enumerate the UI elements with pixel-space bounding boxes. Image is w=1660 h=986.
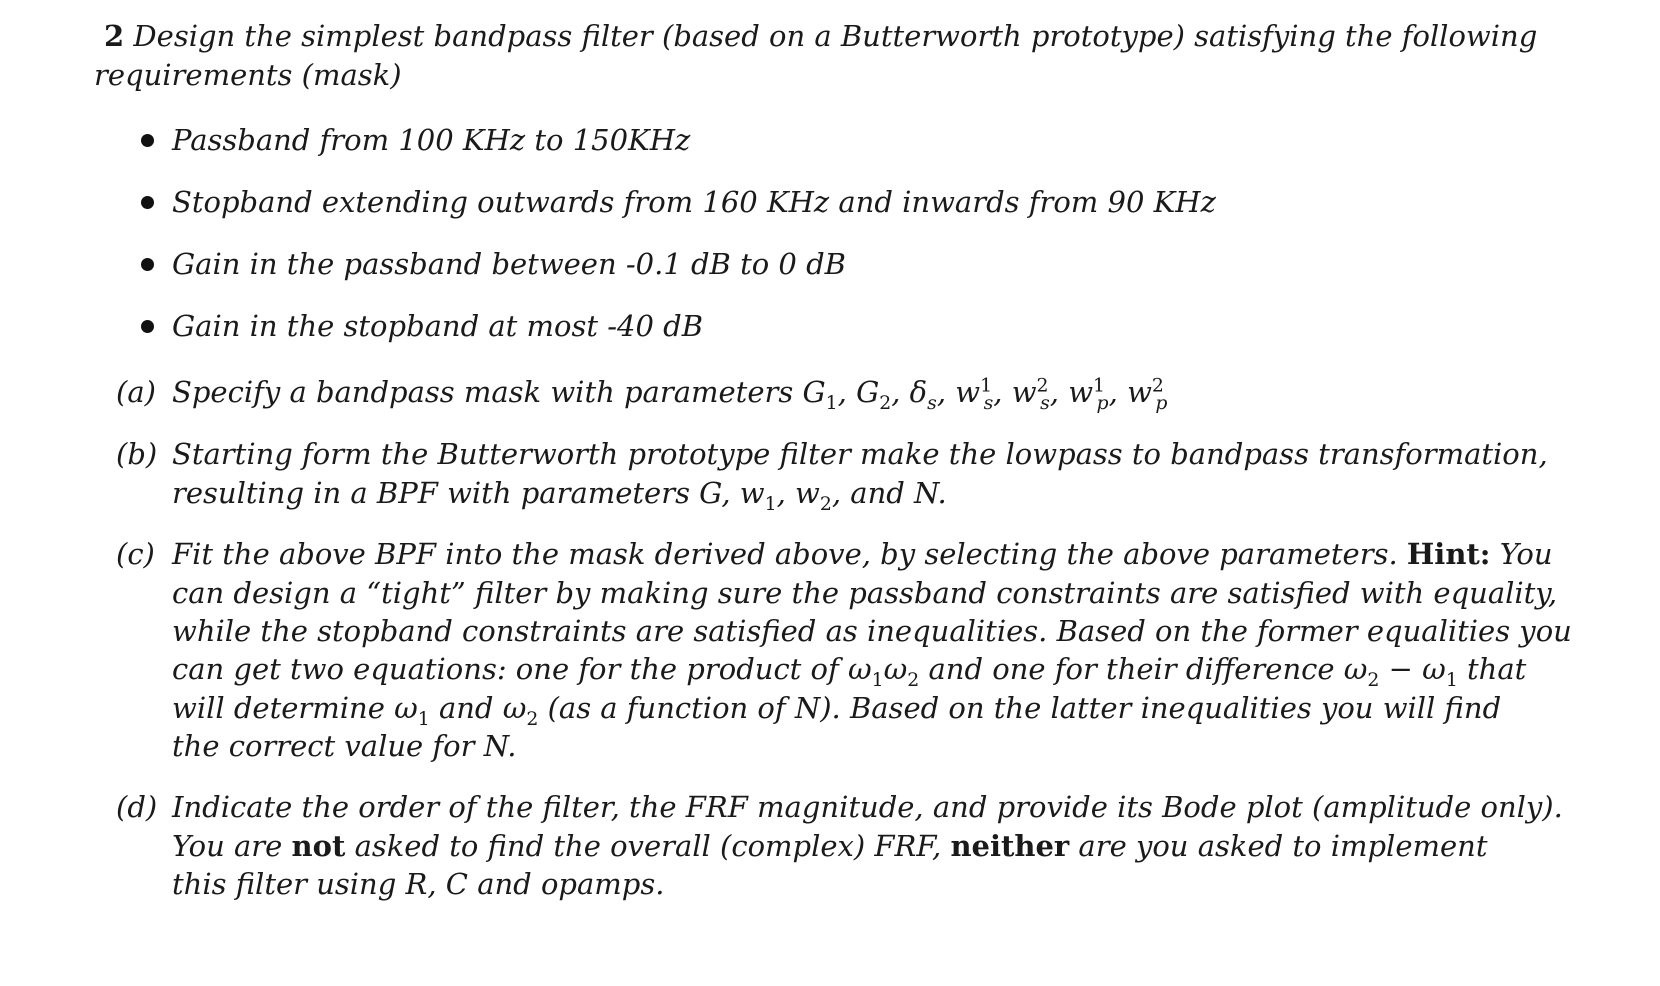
g2-symbol: $G_2$ [856,375,892,414]
hint-label: Hint: [1406,537,1491,571]
part-c-label: (c) [116,537,155,571]
ws1-symbol: $w^1_s$ [955,375,994,414]
wp1-symbol: $w^1_p$ [1068,375,1109,414]
problem-number: 2 [104,19,125,53]
part-b-label: (b) [116,437,158,471]
part-c-line1: Fit the above BPF into the mask derived above, by selecting the above parameters. Hint: You [172,537,1553,571]
part-d-line1: Indicate the order of the filter, the FRF magnitude, and provide its Bode plot (amplitude only). [172,790,1563,824]
neither-emphasis: neither [950,829,1070,863]
part-d-label: (d) [116,790,158,824]
part-d-line2: You are not asked to find the overall (complex) FRF, neither are you asked to implement [172,829,1488,863]
part-c-line5: will determine $\omega_1$ and $\omega_2$ (as a function of N). Based on the latter inequalities you will find [172,691,1502,730]
part-c-line3: while the stopband constraints are satisfied as inequalities. Based on the former equalities you [172,614,1572,648]
not-emphasis: not [291,829,346,863]
part-a-sentence: Specify a bandpass mask with parameters [172,375,794,409]
delta-s-symbol: $\delta_s$ [909,375,937,414]
bullet-icon [141,258,154,271]
part-b-line1: Starting form the Butterworth prototype filter make the lowpass to bandpass transformation, [172,437,1548,471]
part-c-line4: can get two equations: one for the product of $\omega_1\omega_2$ and one for their difference $\omega_2 - \omega_1$ that [172,652,1527,691]
part-b-line2: resulting in a BPF with parameters G, $w_1$, $w_2$, and N. [172,476,947,515]
wp2-symbol: $w^2_p$ [1127,375,1168,414]
bullet-icon [141,196,154,209]
part-c-line6: the correct value for N. [172,729,517,763]
problem-intro-line1: Design the simplest bandpass filter (based on a Butterworth prototype) satisfying the following [133,19,1538,53]
bullet-icon [141,320,154,333]
part-a-text: Specify a bandpass mask with parameters $G_1$, $G_2$, $\delta_s$, $w^1_s$, $w^2_s$, $w^1_p$, $w^2_p$ [172,375,1168,414]
requirement-item: Stopband extending outwards from 160 KHz and inwards from 90 KHz [172,185,1216,219]
part-a-label: (a) [116,375,156,409]
part-c-line2: can design a “tight” filter by making sure the passband constraints are satisfied with equality, [172,576,1558,610]
part-d-line3: this filter using R, C and opamps. [172,867,665,901]
requirement-item: Gain in the passband between -0.1 dB to 0 dB [172,247,846,281]
g1-symbol: $G_1$ [802,375,838,414]
problem-heading [104,16,1537,56]
ws2-symbol: $w^2_s$ [1011,375,1050,414]
requirement-item: Passband from 100 KHz to 150KHz [172,123,691,157]
requirement-item: Gain in the stopband at most -40 dB [172,309,704,343]
problem-intro-line2: requirements (mask) [94,58,402,92]
bullet-icon [141,134,154,147]
